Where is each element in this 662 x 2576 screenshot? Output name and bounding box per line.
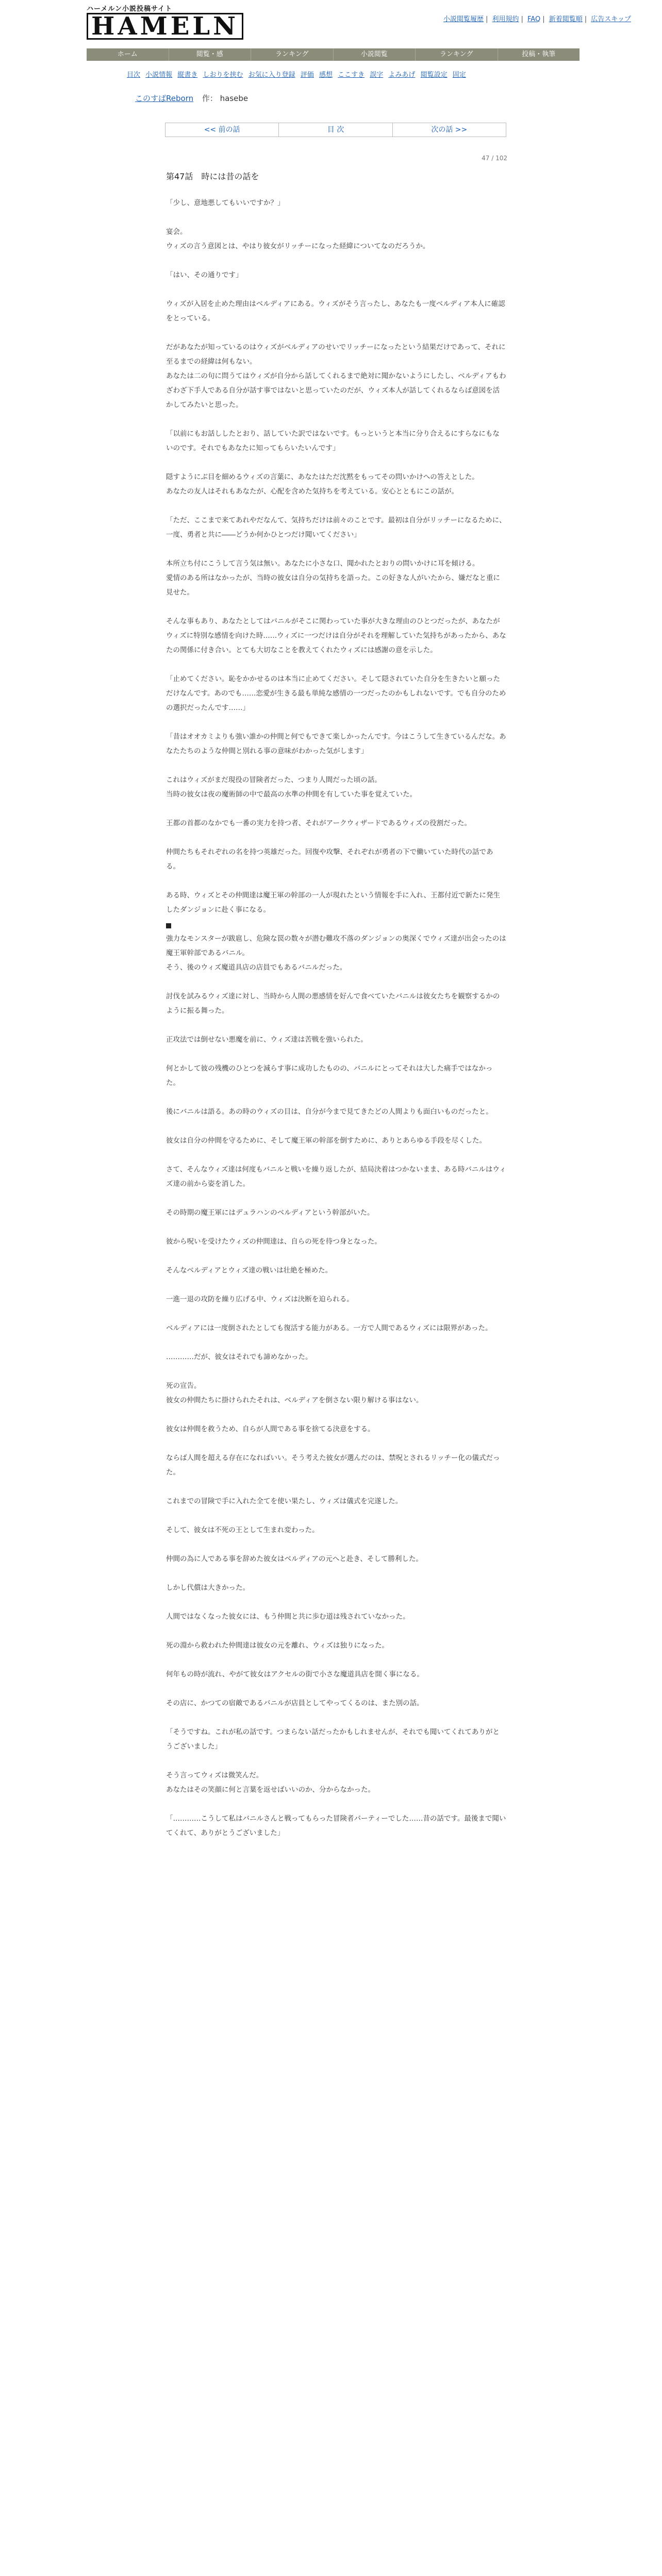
body-paragraph: 人間ではなくなった彼女には、もう仲間と共に歩む道は残されていなかった。	[166, 1613, 410, 1621]
body-paragraph: 王都の首都のなかでも一番の実力を持つ者、それがアークウィザードであるウィズの役割だった。	[166, 819, 471, 827]
section-separator	[166, 923, 171, 928]
top-link-terms[interactable]: 利用規約	[492, 15, 519, 23]
top-links: 小説閲覧履歴 | 利用規約 | FAQ | 新着閲覧順 | 広告スキップ	[443, 15, 631, 23]
body-paragraph: 彼から呪いを受けたウィズの仲間達は、自らの死を待つ身となった。	[166, 1238, 382, 1246]
episode-body	[166, 196, 506, 1855]
top-link-new[interactable]: 新着閲覧順	[549, 15, 583, 23]
body-paragraph: 彼女は仲間を救うため、自らが人間である事を捨てる決意をする。	[166, 1425, 375, 1433]
body-paragraph: これはウィズがまだ現役の冒険者だった、つまり人間だった頃の話。 当時の彼女は夜の魔術師の中で最高の水準の仲間を有していた事を覚えていた。	[166, 776, 417, 799]
body-paragraph: さて、そんなウィズ達は何度もバニルと戦いを繰り返したが、結局決着はつかないまま、ある時バニルはウィズ達の前から姿を消した。	[166, 1165, 506, 1188]
body-paragraph: ある時、ウィズとその仲間達は魔王軍の幹部の一人が現れたという情報を手に入れ、王都付近で新たに発生したダンジョンに赴く事になる。	[166, 891, 500, 914]
novel-subnav	[127, 69, 469, 79]
nav-post[interactable]: 投稿・執筆	[522, 50, 556, 58]
subnav-settings[interactable]: 閲覧設定	[420, 71, 448, 79]
logo-wordmark: HAMELN	[87, 13, 243, 40]
body-paragraph: そんな事もあり、あなたとしてはバニルがそこに関わっていた事が大きな理由のひとつだったが、あなたがウィズに特別な感情を向けた時……ウィズに一つだけは自分がそれを理解していた気持ちがあったから、あなたの関係に付き合い。とても大切なことを教えてくれたウィズには感謝の意を示した。	[166, 617, 506, 654]
subnav-review[interactable]: 感想	[319, 71, 333, 79]
top-link-skip-ads[interactable]: 広告スキップ	[591, 15, 631, 23]
subnav-favorite[interactable]: お気に入り登録	[248, 71, 295, 79]
body-paragraph: 討伐を試みるウィズ達に対し、当時から人間の悪感情を好んで食べていたバニルは彼女たちを観察するかのように振る舞った。	[166, 992, 500, 1015]
author-prefix: 作：	[202, 94, 218, 103]
author-name: hasebe	[220, 94, 249, 103]
body-paragraph: …………だが、彼女はそれでも諦めなかった。	[166, 1353, 312, 1361]
body-paragraph: そう言ってウィズは微笑んだ。 あなたはその笑顔に何と言葉を返せばいいのか、分からなかった。	[166, 1771, 375, 1794]
body-paragraph: 宴会。 ウィズの言う意図とは、やはり彼女がリッチーになった経緯についてなのだろうか。	[166, 228, 430, 250]
body-paragraph: 正攻法では倒せない悪魔を前に、ウィズ達は苦戦を強いられた。	[166, 1036, 368, 1044]
subnav-bookmark[interactable]: しおりを挟む	[203, 71, 243, 79]
body-paragraph: そんなベルディアとウィズ達の戦いは壮絶を極めた。	[166, 1266, 333, 1275]
body-paragraph: 「…………こうして私はバニルさんと戦ってもらった冒険者パーティーでした……昔の話です。最後まで聞いてくれて、ありがとうございました」	[166, 1815, 506, 1837]
body-paragraph: その店に、かつての宿敵であるバニルが店員としてやってくるのは、また別の話。	[166, 1699, 424, 1707]
nav-browse[interactable]: 閲覧・感	[169, 48, 252, 61]
body-paragraph: 彼女は自分の仲間を守るために、そして魔王軍の幹部を倒すために、ありとあらゆる手段を尽くした。	[166, 1137, 486, 1145]
subnav-info[interactable]: 小説情報	[145, 71, 173, 79]
series-title-link[interactable]: このすばReborn	[135, 94, 194, 103]
subnav-pin[interactable]: 固定	[452, 71, 466, 79]
body-paragraph: 強力なモンスターが跋扈し、危険な罠の数々が潜む難攻不落のダンジョンの奥深くでウィズ達が出会ったのは魔王軍幹部であるバニル。 そう、後のウィズ魔道具店の店員でもあるバニルだった。	[166, 935, 506, 972]
body-paragraph: しかし代償は大きかった。	[166, 1584, 250, 1592]
body-paragraph: 死の淵から救われた仲間達は彼女の元を離れ、ウィズは独りになった。	[166, 1641, 389, 1650]
body-paragraph: 死の宣告。 彼女の仲間たちに掛けられたそれは、ベルディアを倒さない限り解ける事はない。	[166, 1382, 423, 1404]
body-paragraph: その時期の魔王軍にはデュラハンのベルディアという幹部がいた。	[166, 1209, 374, 1217]
body-paragraph: 「昔はオオカミよりも強い誰かの仲間と何でもできて楽しかったんです。今はこうして生きているんだな。あなたたちのような仲間と別れる事の意味がわかった気がします」	[166, 733, 506, 755]
episode-counter: 47 / 102	[482, 155, 507, 162]
site-header	[0, 0, 662, 45]
toc-button[interactable]: 目 次	[279, 123, 392, 137]
nav-novels[interactable]: 小説閲覧	[334, 48, 416, 61]
body-paragraph: 仲間の為に人である事を辞めた彼女はベルディアの元へと赴き、そして勝利した。	[166, 1555, 423, 1563]
main-nav	[87, 48, 580, 61]
series-line	[135, 93, 248, 104]
body-paragraph: 隠すようにぶ目を細めるウィズの言葉に、あなたはただ沈黙をもってその問いかけへの答えとした。 あなたの友人はそれもあなたが、心配を含めた気持ちを考えている。安心とともにこの話が。	[166, 473, 479, 496]
nav-ranking-2[interactable]: ランキング	[416, 48, 498, 61]
prev-episode-button[interactable]: << 前の話	[166, 123, 279, 137]
body-paragraph: 何年もの時が流れ、やがて彼女はアクセルの街で小さな魔道具店を開く事になる。	[166, 1670, 424, 1679]
body-paragraph: ならば人間を超える存在になればいい。そう考えた彼女が選んだのは、禁呪とされるリッチー化の儀式だった。	[166, 1454, 500, 1477]
body-paragraph: 一進一退の攻防を繰り広げる中、ウィズは決断を迫られる。	[166, 1295, 354, 1303]
body-paragraph: 「以前にもお話ししたとおり、話していた訳ではないです。もっというと本当に分り合えるにすらなにもないのです。それでもあなたに知ってもらいたいんです」	[166, 430, 500, 452]
body-paragraph: 「そうですね。これが私の話です。つまらない話だったかもしれませんが、それでも聞いてくれてありがとうございました」	[166, 1728, 500, 1751]
body-paragraph: 仲間たちもそれぞれの名を持つ英雄だった。回復や攻撃、それぞれが勇者の下で働いていた時代の話である。	[166, 848, 493, 871]
subnav-toc[interactable]: 目次	[127, 71, 141, 79]
subnav-rate[interactable]: 評価	[300, 71, 314, 79]
pager-top	[165, 123, 506, 137]
body-paragraph: 本所立ち付にこうして言う気は無い。あなたに小さな口、聞かれたとおりの問いかけに耳を傾ける。 愛情のある所はなかったが、当時の彼女は自分の気持ちを語った。この好きな人がいたから、嫌だなと重に見せた。	[166, 560, 500, 597]
top-link-history[interactable]: 小説閲覧履歴	[443, 15, 484, 23]
logo-subtitle: ハーメルン小説投稿サイト	[87, 5, 173, 13]
body-paragraph: 「ただ、ここまで来てあれやだなんて、気持ちだけは前々のことです。最初は自分がリッチーになるために、一度、勇者と共に――どうか何かひとつだけ聞いてください」	[166, 516, 506, 539]
body-paragraph: 「止めてください。恥をかかせるのは本当に止めてください。そして隠されていた自分を生きたいと願っただけなんです。あのでも……恋愛が生きる最も単純な感情の一つだったのかもしれないです。でも自分のための選択だったんです……」	[166, 675, 506, 712]
body-paragraph: そして、彼女は不死の王として生まれ変わった。	[166, 1526, 319, 1534]
body-paragraph: 「はい、その通りです」	[166, 271, 243, 279]
nav-home[interactable]: ホーム	[87, 48, 169, 61]
nav-ranking[interactable]: ランキング	[251, 48, 334, 61]
subnav-vertical[interactable]: 縦書き	[177, 71, 198, 79]
body-paragraph: 何とかして彼の残機のひとつを減らす事に成功したものの、バニルにとってそれは大した痛手ではなかった。	[166, 1064, 493, 1087]
body-paragraph: これまでの冒険で手に入れた全てを使い果たし、ウィズは儀式を完遂した。	[166, 1497, 403, 1505]
body-paragraph: ウィズが入居を止めた理由はベルディアにある。ウィズがそう言ったし、あなたも一度ベルディア本人に確認をとっている。	[166, 300, 505, 323]
subnav-typo[interactable]: 誤字	[370, 71, 384, 79]
episode-title: 第47話 時には昔の話を	[166, 172, 259, 181]
body-paragraph: 後にバニルは語る。あの時のウィズの目は、自分が今まで見てきたどの人間よりも面白いものだったと。	[166, 1108, 493, 1116]
subnav-kokosuki[interactable]: ここすき	[338, 71, 365, 79]
body-paragraph: ベルディアには一度倒されたとしても復活する能力がある。一方で人間であるウィズには限界があった。	[166, 1324, 492, 1332]
body-paragraph: だがあなたが知っているのはウィズがベルディアのせいでリッチーになったという結果だけであって、それに至るまでの経緯は何もない。 あなたは二の句に問うてはウィズが自分から話してくれるまで絶対に聞かないようにしたし、ベルディアもわざわざ下手人である自分が話す事ではないと思っていたのだが、ウィズ本人が話してくれるならば意図を活かしてみたいと思った。	[166, 343, 506, 409]
subnav-readaloud[interactable]: よみあげ	[388, 71, 416, 79]
next-episode-button[interactable]: 次の話 >>	[431, 126, 468, 134]
body-paragraph: 「少し、意地悪してもいいですか？」	[166, 199, 285, 207]
site-logo[interactable]	[87, 3, 239, 42]
top-link-faq[interactable]: FAQ	[527, 15, 541, 23]
